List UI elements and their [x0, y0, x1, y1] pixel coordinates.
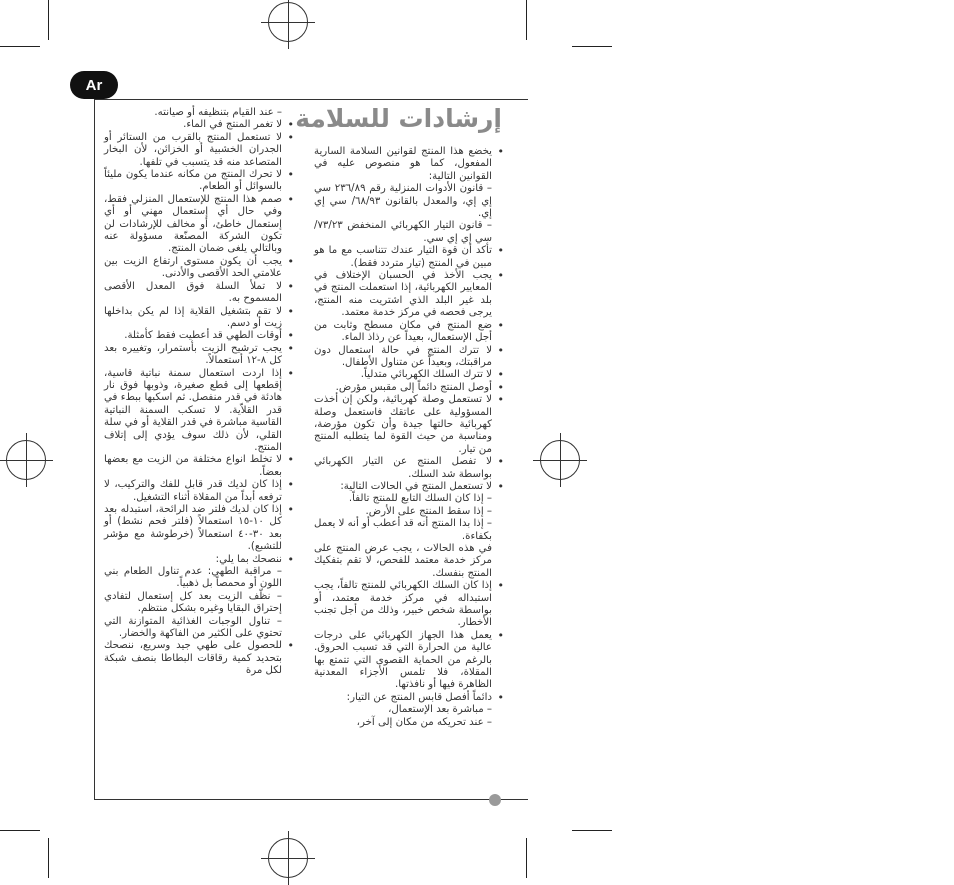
dash-item: – تناول الوجبات الغذائية المتوازنة التي تحتوي على الكثير من الفاكهة والخضار.	[104, 615, 282, 640]
bullet-item: • يعمل هذا الجهاز الكهربائي على درجات عالية من الحرارة التي قد تسبب الحروق. بالرغم من الحماية القصوى التي تتمتع بها المقلاة، فلا تلمس الأجزاء المعدنية الظاهرة فيها أو نافذتها.	[314, 630, 504, 692]
crop-mark-top-left	[48, 0, 49, 40]
bullet-item: • لا تخلط انواع مختلفة من الزيت مع بعضها بعضاً.	[104, 454, 294, 479]
language-badge: Ar	[70, 71, 118, 99]
dash-item: – عند تحريكه من مكان إلى آخر،	[356, 716, 492, 728]
bullet-item: • للحصول على طهي جيد وسريع، ننصحك بتحديد كمية رقاقات البطاطا بنصف شبكة لكل مرة	[104, 640, 294, 677]
registration-mark-top	[268, 2, 308, 42]
bullet-item: • تأكد أن قوة التيار عندك تتناسب مع ما هو مبين في المنتج (تيار متردد فقط).	[314, 245, 504, 270]
dash-item: – مراقبة الطهي: عدم تناول الطعام بني اللون أو محمصاً بل ذهبياً.	[104, 566, 282, 590]
crop-mark-top-right-h	[572, 46, 612, 47]
right-text-column	[314, 146, 504, 729]
page-dot-marker	[489, 794, 501, 806]
bullet-item: • يخضع هذا المنتج لقوانين السلامة السارية المفعول، كما هو منصوص عليه في القوانين التالية:	[314, 146, 504, 183]
registration-mark-left	[6, 440, 46, 480]
dash-item: – عند القيام بتنظيفه أو صيانته.	[154, 107, 282, 118]
bullet-item: • يجب الأخذ في الحسبان الإختلاف في المعايير الكهربائية، إذا استعملت المنتج في بلد غير البلد الذي اشتريت منه المنتج، يرجى فحصه في مركز خدمة معتمد.	[314, 270, 504, 320]
bullet-item: • يجب أن يكون مستوى ارتفاع الزيت بين علامتي الحد الأقصى والأدنى.	[104, 256, 294, 281]
crop-mark-bottom-left	[48, 838, 49, 878]
page-frame-left	[94, 99, 95, 799]
bullet-item: • إذا اردت استعمال سمنة نباتية قاسية، إقطعها إلى قطع صغيرة، وذوبها فوق نار هادئة في قدر منفصل. ثم اسكبها ببطء في قدر القلاّية. لا تسكب السمنة النباتية القاسية مباشرة في قدر القلاية أو في سلة القلي، لأن ذلك سوف يؤدي إلى إتلاف المنتج.	[104, 368, 294, 455]
bullet-item: • ننصحك بما يلي:	[104, 554, 294, 566]
bullet-item: • يجب ترشيح الزيت بأستمرار، وتغييره بعد كل ٨-١٢ أستعمالاً.	[104, 343, 294, 368]
bullet-item: • إذا كان السلك الكهربائي للمنتج تالفاً، يجب استبداله في مركز خدمة معتمد، أو بواسطة شخص خبير، وذلك من أجل تجنب الأخطار.	[314, 580, 504, 630]
dash-item: – إذا سقط المنتج على الأرض.	[365, 505, 492, 517]
bullet-item: • لا تغمر المنتج في الماء.	[104, 119, 294, 131]
crop-mark-top-mid	[526, 0, 527, 40]
registration-mark-bottom	[268, 838, 308, 878]
page-title: إرشادات للسلامة	[295, 104, 502, 133]
crop-mark-bottom-right-h	[572, 830, 612, 831]
bullet-item: • دائماً أفصل قابس المنتج عن التيار:	[314, 692, 504, 704]
bullet-item: • إذا كان لديك فلتر ضد الرائحة، استبدله بعد كل ١٠-١٥ استعمالاً (فلتر فحم نشط) أو بعد ٣٠-٤٠ استعمالاً (خرطوشة مع مؤشر للتشبع).	[104, 504, 294, 554]
crop-mark-bottom-left-h	[0, 830, 40, 831]
bullet-item: • لا تملأ السلة فوق المعدل الأقصى المسموح به.	[104, 281, 294, 306]
bullet-item: • لا تحرك المنتج من مكانه عندما يكون مليئاً بالسوائل أو الطعام.	[104, 169, 294, 194]
crop-mark-bottom-mid	[526, 838, 527, 878]
bullet-item: • لا تترك المنتج في حالة استعمال دون مراقبتك، وبعيداً عن متناول الأطفال.	[314, 345, 504, 370]
right-safety-list	[314, 146, 504, 729]
bullet-item: • لا تستعمل المنتج في الحالات التالية:	[314, 481, 504, 493]
dash-item: – إذا كان السلك التابع للمنتج تالفاً.	[348, 493, 492, 505]
page-frame-top	[94, 99, 528, 100]
dash-item: – مباشرة بعد الإستعمال،	[388, 704, 492, 716]
bullet-item: • لا تفصل المنتج عن التيار الكهربائي بواسطة شد السلك.	[314, 456, 504, 481]
bullet-item: • لا تستعمل المنتج بالقرب من الستائر أو الجدران الخشبية أو الخزائن، لأن البخار المتصاعد منه قد يتسبب في تلفها.	[104, 132, 294, 169]
bullet-item: • لا تقم بتشغيل القلاية إذا لم يكن بداخلها زيت أو دسم.	[104, 306, 294, 331]
bullet-item: • لا تترك السلك الكهربائي متدلياً.	[314, 369, 504, 381]
left-safety-list	[104, 107, 294, 678]
dash-item: – نظّف الزيت بعد كل إستعمال لتفادي إحتراق البقايا وغيره بشكل منتظم.	[104, 590, 282, 615]
left-text-column	[104, 107, 294, 678]
dash-item: – قانون التيار الكهربائي المنخفض ٧٣/٢٣/سي إي إي سي.	[314, 220, 492, 244]
registration-mark-right	[540, 440, 580, 480]
bullet-item: • لا تستعمل وصلة كهربائية، ولكن إن أخذت المسؤولية على عاتقك فاستعمل وصلة كهربائية حالتها جيدة وأن تكون مؤرضة، ومناسبة من حيث القوة لما يتطلبه المنتج من تيار.	[314, 394, 504, 456]
dash-item: – قانون الأدوات المنزلية رقم ٢٣٦/٨٩ سي إي إي، والمعدل بالقانون ٦٨/٩٣/ سي إي إي.	[314, 183, 493, 220]
crop-mark-top-left-h	[0, 46, 40, 47]
paragraph-item: في هذه الحالات ، يجب عرض المنتج على مركز خدمة معتمد للفحص، لا تقم بتفكيك المنتج بنفسك.	[314, 543, 492, 579]
bullet-item: • ضع المنتج في مكان مسطح وثابت من أجل الإستعمال، بعيداً عن رذاذ الماء.	[314, 320, 504, 345]
bullet-item: • أوقات الطهي قد أعطيت فقط كأمثلة.	[104, 330, 294, 342]
bullet-item: • صمم هذا المنتج للإستعمال المنزلي فقط، وفي حال أي إستعمال مهني أو أي إستعمال خاطئ، أو مخالف للإرشادات لن تكون الشركة المصنّعة مسؤولة عنه وبالتالي يلغى ضمان المنتج.	[104, 194, 294, 256]
bullet-item: • أوصل المنتج دائماً إلى مقبس مؤرض.	[314, 382, 504, 394]
bullet-item: • إذا كان لديك قدر قابل للفك والتركيب، لا ترفعه أبداً من المقلاة أثناء التشغيل.	[104, 479, 294, 504]
page-frame-bottom	[94, 799, 528, 800]
dash-item: – إذا بدا المنتج أنه قد أعطب أو أنه لا يعمل بكفاءة.	[314, 518, 492, 542]
